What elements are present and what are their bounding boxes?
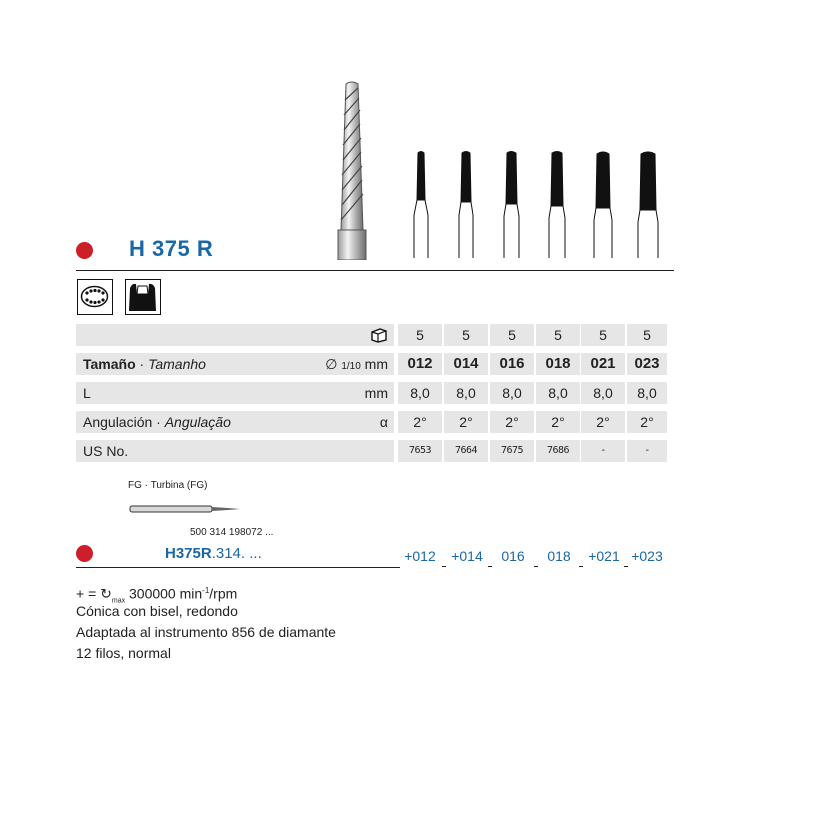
pack-value: 5 [398,324,442,346]
order-item-underline [442,566,446,567]
shank-type-label: FG · Turbina (FG) [128,480,208,491]
pack-value: 5 [444,324,488,346]
pack-row [76,324,394,346]
size-unit: ∅ 1/10 mm [325,356,388,372]
size-value: 016 [490,353,534,375]
order-item: +023 [631,548,663,564]
note-line: 12 filos, normal [76,645,171,661]
length-value: 8,0 [490,382,534,404]
us-no-value: - [581,440,625,462]
size-value: 014 [444,353,488,375]
note-line: Cónica con bisel, redondo [76,603,238,619]
length-unit: mm [364,385,388,401]
package-icon [370,327,388,343]
size-014-silhouette [459,152,473,259]
size-018-silhouette [549,152,565,259]
order-item: +014 [451,548,483,564]
us-no-value: - [627,440,667,462]
angle-value: 2° [581,411,625,433]
angle-unit: α [379,414,388,430]
size-023-silhouette [638,152,658,258]
size-016-silhouette [504,152,519,259]
order-item-underline [579,566,583,567]
us-no-label: US No. [83,443,129,459]
note-line: Adaptada al instrumento 856 de diamante [76,624,336,640]
length-value: 8,0 [398,382,442,404]
us-no-value: 7664 [444,440,488,462]
order-code: H375R.314. ... [165,545,262,562]
ref-number: 500 314 198072 ... [190,527,274,538]
tooth-crown-prep-icon [125,279,161,315]
order-item-underline [488,566,492,567]
order-item: 016 [501,548,525,564]
size-value: 023 [627,353,667,375]
title-divider [76,270,674,271]
pack-value: 5 [627,324,667,346]
red-color-dot [76,242,93,259]
pack-value: 5 [490,324,534,346]
pack-value: 5 [536,324,580,346]
size-012-silhouette [414,152,428,259]
us-no-value: 7653 [398,440,442,462]
rotation-icon: ↻ [100,585,112,602]
angle-value: 2° [490,411,534,433]
bur-illustration [330,80,375,260]
fg-shank-illustration [128,502,243,516]
angle-label: Angulación · Angulação [83,414,231,430]
size-value: 012 [398,353,442,375]
angle-value: 2° [536,411,580,433]
order-item-underline [624,566,628,567]
length-label: L [83,385,91,401]
red-color-dot [76,545,93,562]
angle-value: 2° [627,411,667,433]
mouth-occlusal-icon [77,279,113,315]
speed-note: + = $↻_{max}$ 300000 $\min^{-1}$/rpm [76,585,238,605]
order-item: +012 [404,548,436,564]
order-divider [76,567,400,568]
length-value: 8,0 [536,382,580,404]
angle-value: 2° [444,411,488,433]
us-no-value: 7686 [536,440,580,462]
size-label: Tamaño · Tamanho [83,356,206,372]
order-item-underline [534,566,538,567]
order-item: +021 [588,548,620,564]
product-title: H 375 R [129,236,214,261]
size-value: 018 [536,353,580,375]
length-value: 8,0 [627,382,667,404]
pack-value: 5 [581,324,625,346]
angle-value: 2° [398,411,442,433]
order-item: 018 [547,548,571,564]
length-value: 8,0 [581,382,625,404]
length-value: 8,0 [444,382,488,404]
size-silhouettes [400,150,670,260]
us-no-value: 7675 [490,440,534,462]
size-value: 021 [581,353,625,375]
size-021-silhouette [594,152,612,258]
